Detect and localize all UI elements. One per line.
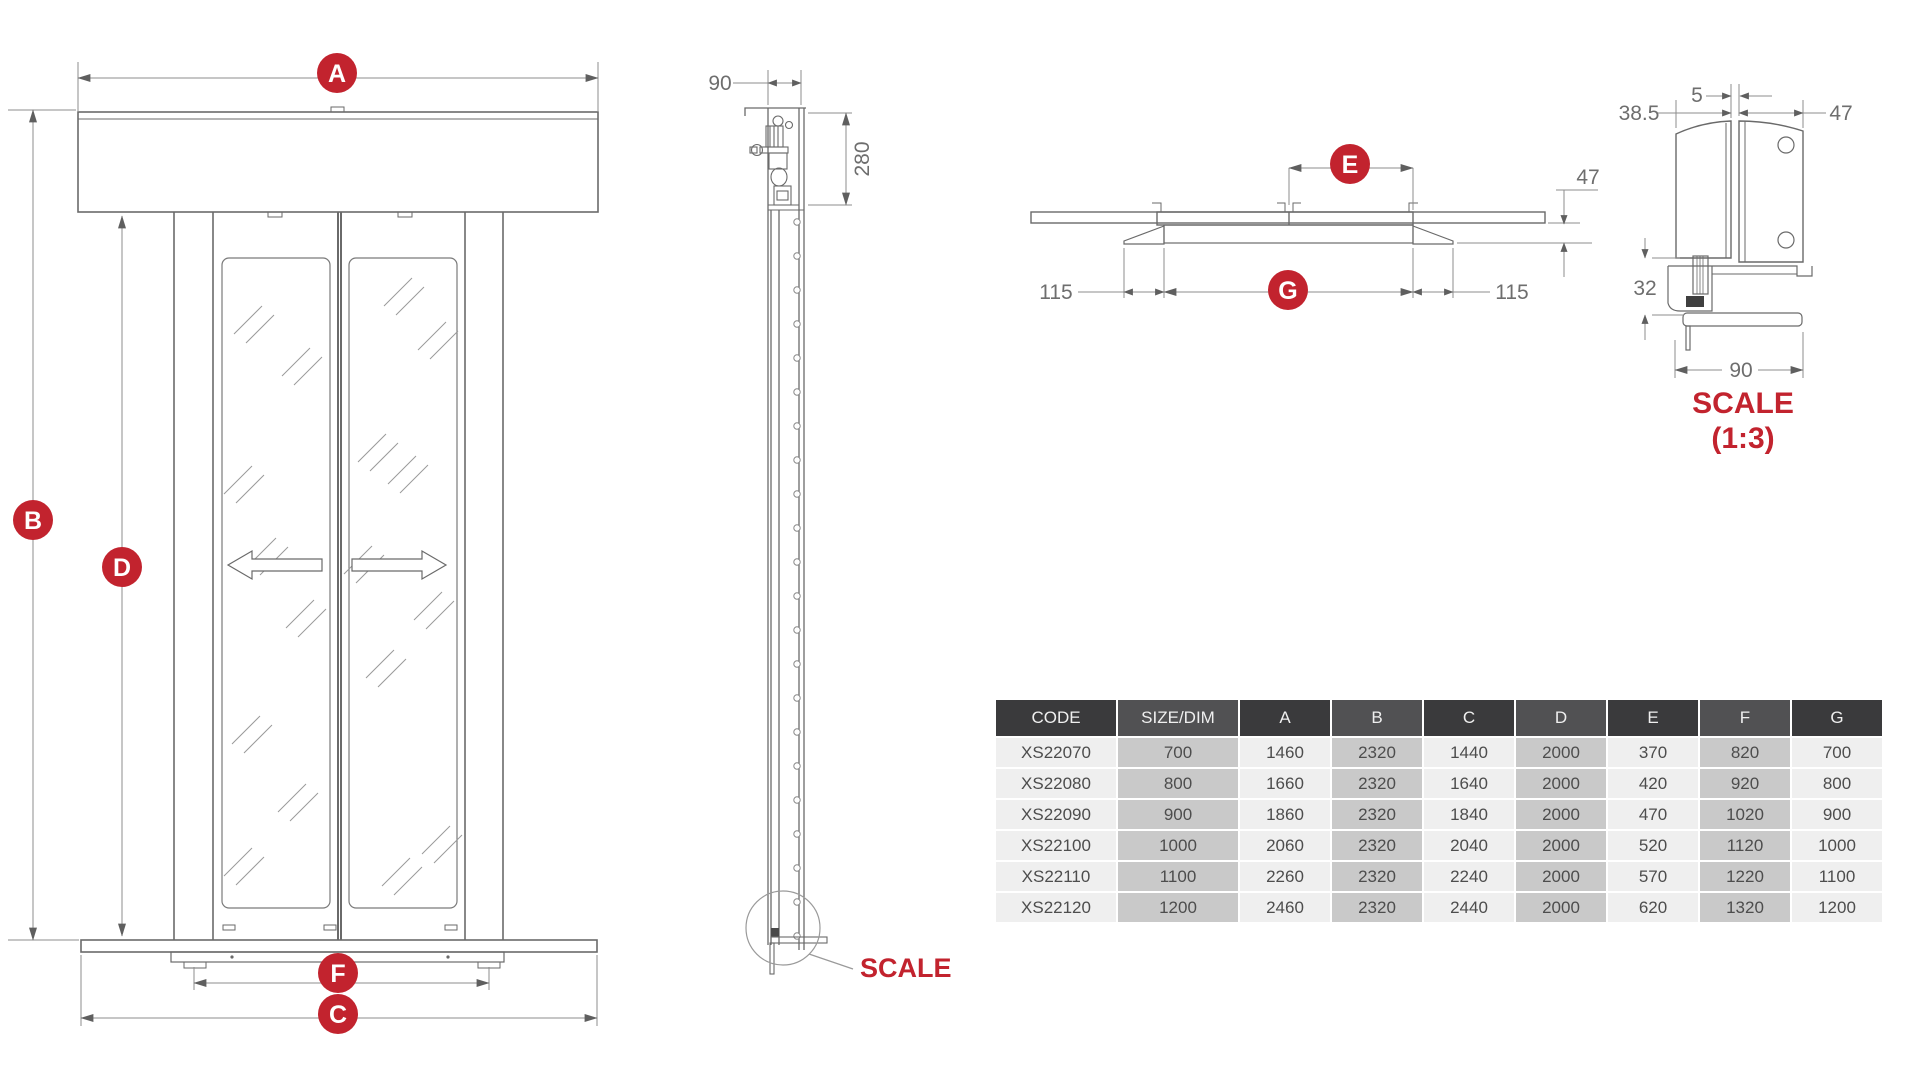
table-cell: 1200 (1792, 893, 1882, 922)
table-header-c: C (1424, 700, 1514, 736)
detail-bottom-track (1668, 256, 1812, 350)
scale-callout-label: SCALE (860, 953, 952, 983)
table-cell: 900 (1118, 800, 1238, 829)
dim-marker-b (13, 500, 53, 540)
table-cell: 620 (1608, 893, 1698, 922)
table-cell: 2000 (1516, 769, 1606, 798)
roller-mechanism (750, 116, 799, 205)
table-cell: 700 (1118, 738, 1238, 767)
svg-text:B: B (23, 507, 43, 535)
table-cell: 2000 (1516, 893, 1606, 922)
table-cell: 1860 (1240, 800, 1330, 829)
table-cell: 2320 (1332, 738, 1422, 767)
table-row-code: XS22090 (996, 800, 1116, 829)
side-width-label: 90 (708, 72, 732, 95)
table-cell: 2320 (1332, 893, 1422, 922)
dim-marker-a (317, 53, 357, 93)
table-cell: 2260 (1240, 862, 1330, 891)
detail-track-height-label: 32 (1633, 277, 1657, 300)
detail-gap-label: 5 (1691, 84, 1703, 107)
table-row-code: XS22110 (996, 862, 1116, 891)
detail-door-thickness-label: 38.5 (1618, 102, 1660, 125)
table-cell: 1200 (1118, 893, 1238, 922)
table-header-e: E (1608, 700, 1698, 736)
pelmet-box (78, 112, 598, 212)
table-cell: 520 (1608, 831, 1698, 860)
table-cell: 1660 (1240, 769, 1330, 798)
table-cell: 1640 (1424, 769, 1514, 798)
table-row-code: XS22070 (996, 738, 1116, 767)
left-door-glass (222, 258, 330, 908)
side-view-drawing (745, 108, 853, 974)
plan-offset-left-label: 115 (1039, 281, 1073, 304)
table-cell: 570 (1608, 862, 1698, 891)
plan-offset-right-label: 115 (1495, 281, 1529, 304)
table-cell: 1020 (1700, 800, 1790, 829)
svg-text:C: C (328, 1001, 348, 1029)
table-cell: 800 (1792, 769, 1882, 798)
table-cell: 420 (1608, 769, 1698, 798)
table-cell: 1000 (1118, 831, 1238, 860)
table-header-d: D (1516, 700, 1606, 736)
side-view-dimensions (733, 70, 852, 205)
plan-fixed-panel (1031, 212, 1545, 223)
table-header-code: CODE (996, 700, 1116, 736)
table-cell: 2000 (1516, 862, 1606, 891)
table-cell: 2320 (1332, 831, 1422, 860)
table-cell: 1000 (1792, 831, 1882, 860)
left-slide-arrow-icon (228, 551, 322, 579)
table-cell: 2000 (1516, 800, 1606, 829)
table-cell: 900 (1792, 800, 1882, 829)
sill-bar (81, 940, 597, 952)
table-cell: 800 (1118, 769, 1238, 798)
svg-text:A: A (327, 60, 347, 88)
table-row-code: XS22100 (996, 831, 1116, 860)
detail-door-profile (1676, 121, 1731, 258)
table-cell: 1120 (1700, 831, 1790, 860)
table-cell: 2440 (1424, 893, 1514, 922)
table-header-size-dim: SIZE/DIM (1118, 700, 1238, 736)
svg-text:D: D (112, 554, 132, 582)
table-cell: 2060 (1240, 831, 1330, 860)
svg-text:E: E (1341, 151, 1359, 179)
plan-view-drawing (1031, 203, 1545, 244)
table-cell: 2000 (1516, 831, 1606, 860)
svg-text:G: G (1278, 277, 1298, 305)
table-row-code: XS22080 (996, 769, 1116, 798)
svg-text:F: F (330, 960, 346, 988)
table-cell: 700 (1792, 738, 1882, 767)
side-height-label: 280 (851, 141, 874, 177)
detail-overall-width-label: 90 (1729, 359, 1753, 382)
table-cell: 2320 (1332, 769, 1422, 798)
right-door-glass (349, 258, 457, 908)
table-header-f: F (1700, 700, 1790, 736)
plan-right-foot (1413, 226, 1453, 244)
table-cell: 2460 (1240, 893, 1330, 922)
detail-frame-width-label: 47 (1829, 102, 1853, 125)
detail-section-drawing (1668, 121, 1812, 350)
dim-marker-f (318, 953, 358, 993)
dim-marker-g (1268, 270, 1308, 310)
table-cell: 1320 (1700, 893, 1790, 922)
table-cell: 2240 (1424, 862, 1514, 891)
table-cell: 1100 (1118, 862, 1238, 891)
table-cell: 2000 (1516, 738, 1606, 767)
table-cell: 2320 (1332, 862, 1422, 891)
table-cell: 2320 (1332, 800, 1422, 829)
table-cell: 1460 (1240, 738, 1330, 767)
detail-scale-title: SCALE (1692, 387, 1794, 420)
table-cell: 1840 (1424, 800, 1514, 829)
front-view-drawing (78, 107, 598, 968)
table-cell: 920 (1700, 769, 1790, 798)
dim-marker-e (1330, 144, 1370, 184)
front-view-dimensions (8, 62, 598, 1026)
detail-section-dimensions (1645, 84, 1826, 378)
table-cell: 470 (1608, 800, 1698, 829)
dim-marker-c (318, 994, 358, 1034)
table-header-g: G (1792, 700, 1882, 736)
plan-view-dimensions (1078, 168, 1598, 298)
table-row-code: XS22120 (996, 893, 1116, 922)
table-cell: 1220 (1700, 862, 1790, 891)
table-cell: 820 (1700, 738, 1790, 767)
dim-marker-d (102, 547, 142, 587)
table-cell: 1100 (1792, 862, 1882, 891)
glass-hatch-marks (224, 278, 462, 895)
detail-scale-ratio: (1:3) (1711, 422, 1775, 455)
right-slide-arrow-icon (352, 551, 446, 579)
table-cell: 1440 (1424, 738, 1514, 767)
spec-table (996, 700, 1882, 922)
plan-left-foot (1124, 226, 1164, 244)
plan-track-height-label: 47 (1576, 166, 1600, 189)
table-cell: 370 (1608, 738, 1698, 767)
table-header-a: A (1240, 700, 1330, 736)
detail-callout-circle (746, 891, 820, 965)
table-cell: 2040 (1424, 831, 1514, 860)
table-header-b: B (1332, 700, 1422, 736)
